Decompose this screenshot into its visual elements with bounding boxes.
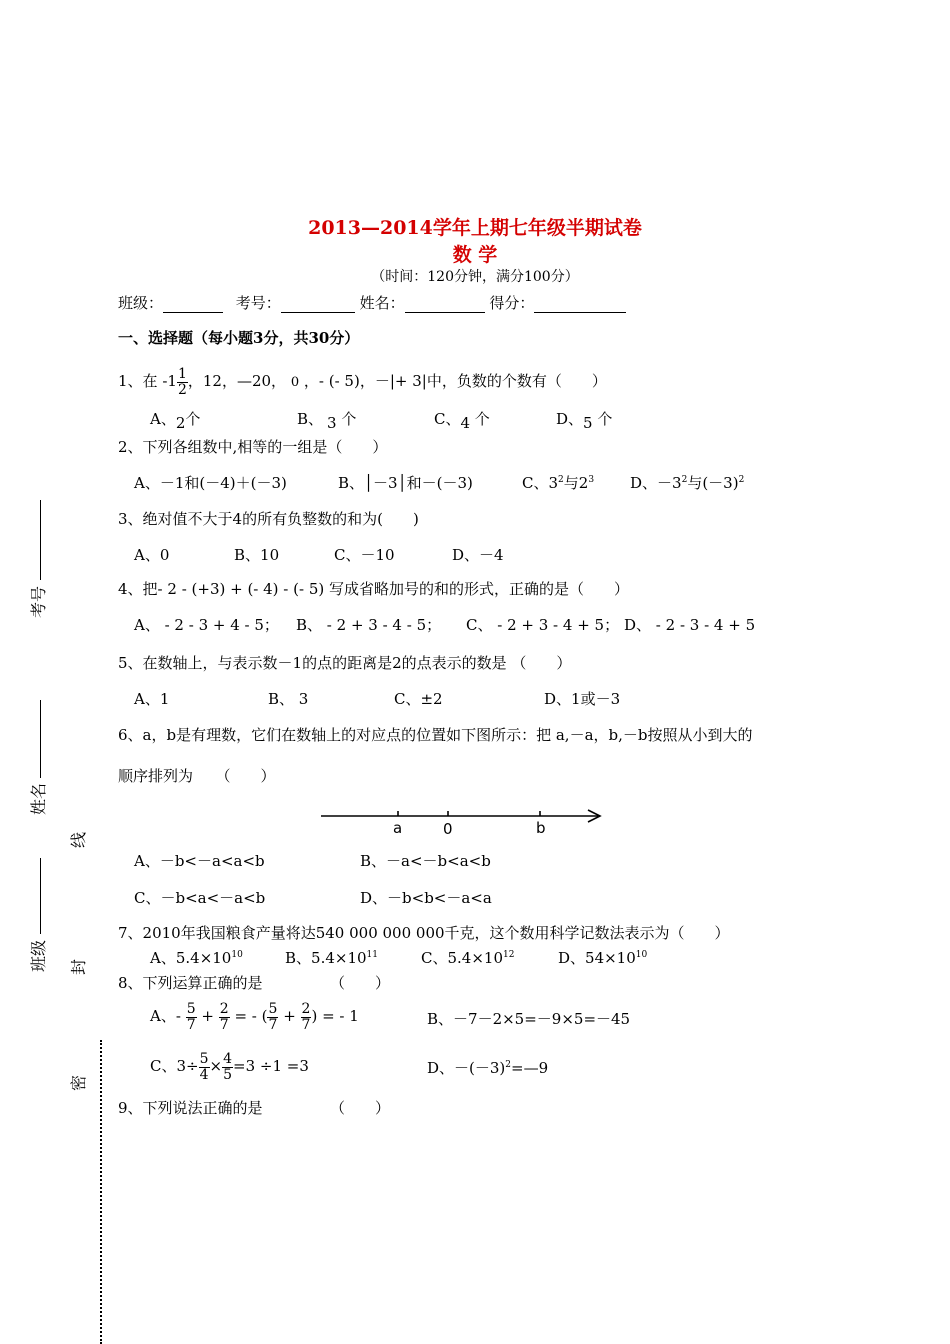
q5-option-b[interactable]: B、 3 <box>268 690 309 708</box>
exam-no-field-label: 考号： <box>235 294 281 312</box>
binding-mi: 密 <box>69 1074 88 1091</box>
binding-dotted-line <box>100 1040 102 1344</box>
q1-fraction: $\frac{1}{2}$ <box>177 365 187 398</box>
binding-feng: 封 <box>69 958 88 975</box>
subject-title: 数 学 <box>452 244 498 266</box>
exam-title: 2013—2014学年上期七年级半期试卷 <box>308 217 642 239</box>
q3-option-b[interactable]: B、10 <box>234 546 280 564</box>
q8-option-d[interactable]: D、$-(-3)^2=—9$ <box>427 1059 549 1077</box>
q2-option-a[interactable]: A、－1和(－4)＋(－3) <box>134 474 287 492</box>
binding-xingming: 姓名 <box>29 782 48 815</box>
q7-option-a[interactable]: A、$5.4\times 10^{10}$ <box>150 949 243 967</box>
q1-list: ，12，—20， <box>187 372 287 390</box>
question-2: 2、下列各组数中,相等的一组是（ ） <box>118 438 388 456</box>
class-field-label: 班级： <box>118 294 164 312</box>
section-heading: 一、选择题（每小题3分，共30分） <box>118 329 360 347</box>
q5-option-d[interactable]: D、1或－3 <box>544 690 621 708</box>
q5-option-c[interactable]: C、±2 <box>394 690 443 708</box>
binding-kaohao: 考号 <box>29 585 48 618</box>
question-7: 7、2010年我国粮食产量将达540 000 000 000千克，这个数用科学记数法表示为（ ） <box>118 924 730 942</box>
q3-option-c[interactable]: C、－10 <box>334 546 395 564</box>
q7-option-d[interactable]: D、$54\times 10^{10}$ <box>558 949 648 967</box>
question-1 <box>118 362 607 402</box>
q8-option-b[interactable]: B、－7－2×5=－9×5=－45 <box>427 1010 631 1028</box>
q1-zero: 0 <box>290 375 300 390</box>
class-blank[interactable] <box>163 298 223 313</box>
score-blank[interactable] <box>534 298 626 313</box>
number-line-figure <box>318 804 608 840</box>
score-field-label: 得分： <box>489 294 535 312</box>
q6-option-b[interactable]: B、－a<－b<a<b <box>360 852 491 870</box>
q1-whole: 1 <box>167 372 177 390</box>
question-6-line2: 顺序排列为 （ ） <box>118 767 276 785</box>
q2-option-b[interactable]: B、│－3│和－(－3) <box>338 474 473 492</box>
question-6: 6、a，b是有理数，它们在数轴上的对应点的位置如下图所示：把 a,－a，b,－b按照从小到大的 <box>118 726 753 744</box>
question-3: 3、绝对值不大于4的所有负整数的和为( ) <box>118 510 419 528</box>
q7-option-c[interactable]: C、$5.4\times 10^{12}$ <box>421 949 515 967</box>
q1-suffix: 中，负数的个数有（ ） <box>426 372 607 390</box>
q1-neg: - <box>162 372 168 390</box>
q6-option-c[interactable]: C、－b<a<－a<b <box>134 889 266 907</box>
q6-option-a[interactable]: A、－b<－a<a<b <box>134 852 265 870</box>
q6-option-d[interactable]: D、－b<b<－a<a <box>360 889 492 907</box>
q2-option-d[interactable]: D、$-3^2$与$(-3)^2$ <box>630 474 745 492</box>
q1-rest: ，- (- 5)，－|+ 3| <box>303 372 427 390</box>
q4-option-a[interactable]: A、 - 2 - 3 + 4 - 5； <box>134 616 279 634</box>
q3-option-d[interactable]: D、－4 <box>452 546 504 564</box>
q1-option-b[interactable]: B、 3 个 <box>297 410 357 432</box>
q4-option-c[interactable]: C、 - 2 + 3 - 4 + 5； <box>466 616 620 634</box>
q8-option-c[interactable]: C、3÷ $\frac{5}{4}$ × $\frac{4}{5}$ =3 ÷1 =3 <box>150 1050 309 1083</box>
banji-blank-line <box>40 858 41 934</box>
q4-option-d[interactable]: D、 - 2 - 3 - 4 + 5 <box>624 616 756 634</box>
xingming-blank-line <box>40 700 41 778</box>
axis-label-zero: 0 <box>443 820 453 838</box>
q1-option-c[interactable]: C、4 个 <box>434 410 490 432</box>
q3-option-a[interactable]: A、0 <box>134 546 170 564</box>
q4-option-b[interactable]: B、 - 2 + 3 - 4 - 5； <box>296 616 442 634</box>
q1-option-a[interactable]: A、2个 <box>150 410 201 432</box>
question-8: 8、下列运算正确的是 （ ） <box>118 974 391 992</box>
axis-label-a: a <box>393 819 403 837</box>
name-field-label: 姓名： <box>359 294 405 312</box>
question-4: 4、把- 2 - (+3) + (- 4) - (- 5) 写成省略加号的和的形式，正确的是（ ） <box>118 580 629 598</box>
q2-option-c[interactable]: C、$3^2$与$2^3$ <box>522 474 595 492</box>
q8-option-a[interactable]: A、- $\frac{5}{7}$ + $\frac{2}{7}$ = - ( $\frac{5}{7}$ + $\frac{2}{7}$ ) = - 1 <box>150 1000 359 1033</box>
binding-xian: 线 <box>69 831 88 848</box>
exam-no-blank[interactable] <box>281 298 355 313</box>
time-note: （时间：120分钟，满分100分） <box>371 269 579 285</box>
q1-prefix: 1、在 <box>118 372 158 390</box>
name-blank[interactable] <box>405 298 485 313</box>
q1-option-d[interactable]: D、5 个 <box>556 410 613 432</box>
binding-banji: 班级 <box>29 939 48 972</box>
q7-option-b[interactable]: B、$5.4\times 10^{11}$ <box>285 949 378 967</box>
axis-label-b: b <box>536 819 546 837</box>
question-9: 9、下列说法正确的是 （ ） <box>118 1099 391 1117</box>
q5-option-a[interactable]: A、1 <box>134 690 170 708</box>
kaohao-blank-line <box>40 500 41 580</box>
question-5: 5、在数轴上，与表示数－1的点的距离是2的点表示的数是 （ ） <box>118 654 572 672</box>
info-row <box>118 292 626 313</box>
